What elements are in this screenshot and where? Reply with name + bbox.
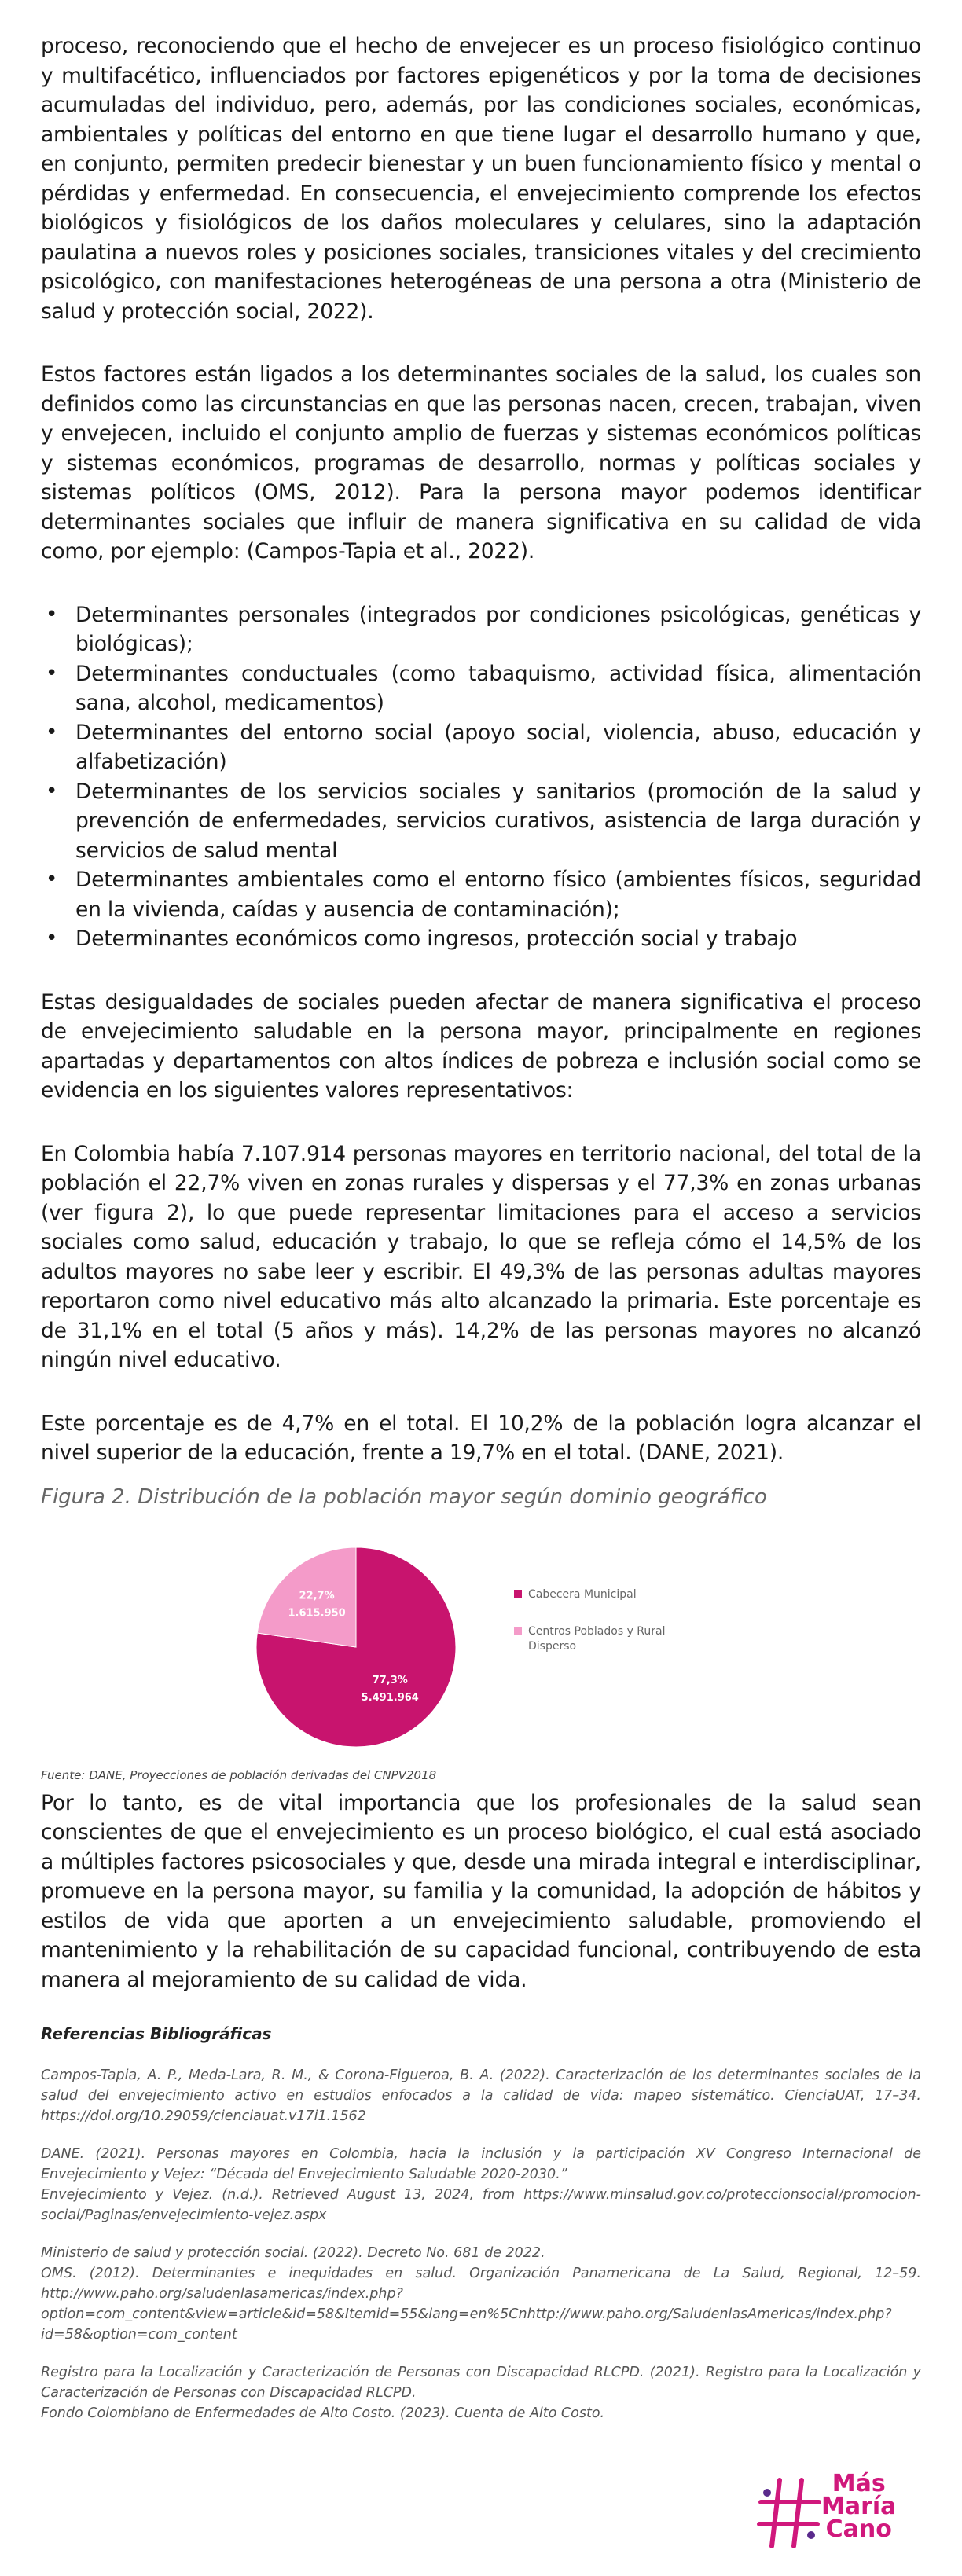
reference-item: DANE. (2021). Personas mayores en Colombia, hacia la inclusión y la participación XV Congreso Internacional de Envejecimiento y Vejez: “Década del Envejecimiento Saludable 2020-2030.” <box>41 2146 921 2182</box>
paragraph-2: Estos factores están ligados a los determinantes sociales de la salud, los cuales son definidos como las circunstancias en que las personas nacen, crecen, trabajan, viven y envejecen, incluido el conjunto amplio de fuerzas y sistemas económicos políticas y sistemas económicos, programas de desarrollo, normas y políticas sociales y sistemas políticos (OMS, 2012). Para la persona mayor podemos identificar determinantes sociales que influir de manera significativa en su calidad de vida como, por ejemplo: (Campos-Tapia et al., 2022). <box>41 362 921 563</box>
references-title: Referencias Bibliográficas <box>41 2024 272 2043</box>
figure-source: Fuente: DANE, Proyecciones de población derivadas del CNPV2018 <box>41 1767 437 1782</box>
slice-percent-label: 22,7% <box>299 1589 335 1602</box>
legend-swatch <box>514 1627 522 1635</box>
reference-item: Ministerio de salud y protección social. (2022). Decreto No. 681 de 2022. <box>41 2245 545 2261</box>
paragraph-3: Estas desigualdades de sociales pueden afectar de manera significativa el proceso de envejecimiento saludable en la persona mayor, principalmente en regiones apartadas y departamentos con altos índices de pobreza e inclusión social como se evidencia en los siguientes valores representativos: <box>41 989 921 1103</box>
reference-group <box>41 2362 921 2424</box>
document-page <box>41 31 921 2424</box>
list-item: • Determinantes ambientales como el entorno físico (ambientes físicos, seguridad en la vivienda, caídas y ausencia de contaminación); <box>41 865 921 924</box>
hashtag-hands-icon <box>756 2475 824 2551</box>
reference-item: Fondo Colombiano de Enfermedades de Alto Costo. (2023). Cuenta de Alto Costo. <box>41 2405 605 2421</box>
list-item: • Determinantes personales (integrados por condiciones psicológicas, genéticas y biológicas); <box>41 600 921 659</box>
reference-group <box>41 2065 921 2126</box>
slice-value-label: 5.491.964 <box>361 1691 419 1704</box>
list-item: • Determinantes económicos como ingresos, protección social y trabajo <box>41 924 921 954</box>
paragraph-5: Este porcentaje es de 4,7% en el total. El 10,2% de la población logra alcanzar el nivel superior de la educación, frente a 19,7% en el total. (DANE, 2021). <box>41 1411 921 1465</box>
reference-group <box>41 2144 921 2226</box>
chart-legend <box>514 1587 677 1676</box>
reference-item: Registro para la Localización y Caracterización de Personas con Discapacidad RLCPD. (2021). Registro para la Localización y Caracterización de Personas con Discapacidad RLCPD. <box>41 2365 921 2401</box>
legend-label: Centros Poblados y Rural Disperso <box>528 1624 666 1653</box>
legend-item <box>514 1587 677 1602</box>
logo-line: Más <box>832 2470 886 2497</box>
list-item: • Determinantes de los servicios sociales y sanitarios (promoción de la salud y prevención de enfermedades, servicios curativos, asistencia de larga duración y servicios de salud mental <box>41 777 921 866</box>
slice-value-label: 1.615.950 <box>288 1606 346 1619</box>
logo-text <box>821 2472 896 2541</box>
reference-item: Campos-Tapia, A. P., Meda-Lara, R. M., & Corona-Figueroa, B. A. (2022). Caracterización de los determinantes sociales de la salud del envejecimiento activo en estudios enfocados a la calidad de vida: mapeo sistemático. CienciaUAT, 17–34. https://doi.org/10.29059/cienciauat.v17i1.1562 <box>41 2068 921 2124</box>
logo-line: Cano <box>825 2515 892 2543</box>
reference-group <box>41 2243 921 2345</box>
paragraph-6: Por lo tanto, es de vital importancia que los profesionales de la salud sean conscientes de que el envejecimiento es un proceso biológico, el cual está asociado a múltiples factores psicosociales y que, desde una mirada integral e interdisciplinar, promueve en la persona mayor, su familia y la comunidad, la adopción de hábitos y estilos de vida que aporten a un envejecimiento saludable, promoviendo el mantenimiento y la rehabilitación de su capacidad funcional, contribuyendo de esta manera al mejoramiento de su calidad de vida. <box>41 1790 921 1992</box>
reference-item: OMS. (2012). Determinantes e inequidades en salud. Organización Panamericana de La Salud, Regional, 12–59. http://www.paho.org/saludenlasamericas/index.php?option=com_content&view=article&id=58&Itemid=55&lang=en%5Cnhttp://www.paho.org/SaludenlasAmericas/index.php?id=58&option=com_content <box>41 2266 921 2343</box>
list-item: • Determinantes conductuales (como tabaquismo, actividad física, alimentación sana, alcohol, medicamentos) <box>41 659 921 718</box>
legend-label: Cabecera Municipal <box>528 1587 637 1601</box>
logo-line: María <box>821 2493 897 2520</box>
pie-chart <box>41 1509 921 1768</box>
reference-item: Envejecimiento y Vejez. (n.d.). Retrieved August 13, 2024, from https://www.minsalud.gov.co/proteccionsocial/promocion-social/Paginas/envejecimiento-vejez.aspx <box>41 2187 921 2223</box>
list-item: • Determinantes del entorno social (apoyo social, violencia, abuso, educación y alfabetización) <box>41 718 921 777</box>
mas-maria-cano-logo <box>755 2469 920 2556</box>
legend-swatch <box>514 1590 522 1598</box>
determinants-list <box>41 600 921 954</box>
figure-caption: Figura 2. Distribución de la población mayor según dominio geográfico <box>41 1484 767 1509</box>
slice-percent-label: 77,3% <box>372 1674 408 1686</box>
pie-chart-svg <box>41 1509 921 1768</box>
paragraph-1: proceso, reconociendo que el hecho de envejecer es un proceso fisiológico continuo y multifacético, influenciados por factores epigenéticos y por la toma de decisiones acumuladas del individuo, pero, además, por las condiciones sociales, económicas, ambientales y políticas del entorno en que tiene lugar el desarrollo humano y que, en conjunto, permiten predecir bienestar y un buen funcionamiento físico y mental o pérdidas y enfermedad. En consecuencia, el envejecimiento comprende los efectos biológicos y fisiológicos de los daños moleculares y celulares, sino la adaptación paulatina a nuevos roles y posiciones sociales, transiciones vitales y del crecimiento psicológico, con manifestaciones heterogéneas de una persona a otra (Ministerio de salud y protección social, 2022). <box>41 34 921 324</box>
legend-item <box>514 1624 677 1654</box>
paragraph-4: En Colombia había 7.107.914 personas mayores en territorio nacional, del total de la población el 22,7% viven en zonas rurales y dispersas y el 77,3% en zonas urbanas (ver figura 2), lo que puede representar limitaciones para el acceso a servicios sociales como salud, educación y trabajo, lo que se refleja cómo el 14,5% de los adultos mayores no sabe leer y escribir. El 49,3% de las personas adultas mayores reportaron como nivel educativo más alto alcanzado la primaria. Este porcentaje es de 31,1% en el total (5 años y más). 14,2% de las personas mayores no alcanzó ningún nivel educativo. <box>41 1141 921 1372</box>
